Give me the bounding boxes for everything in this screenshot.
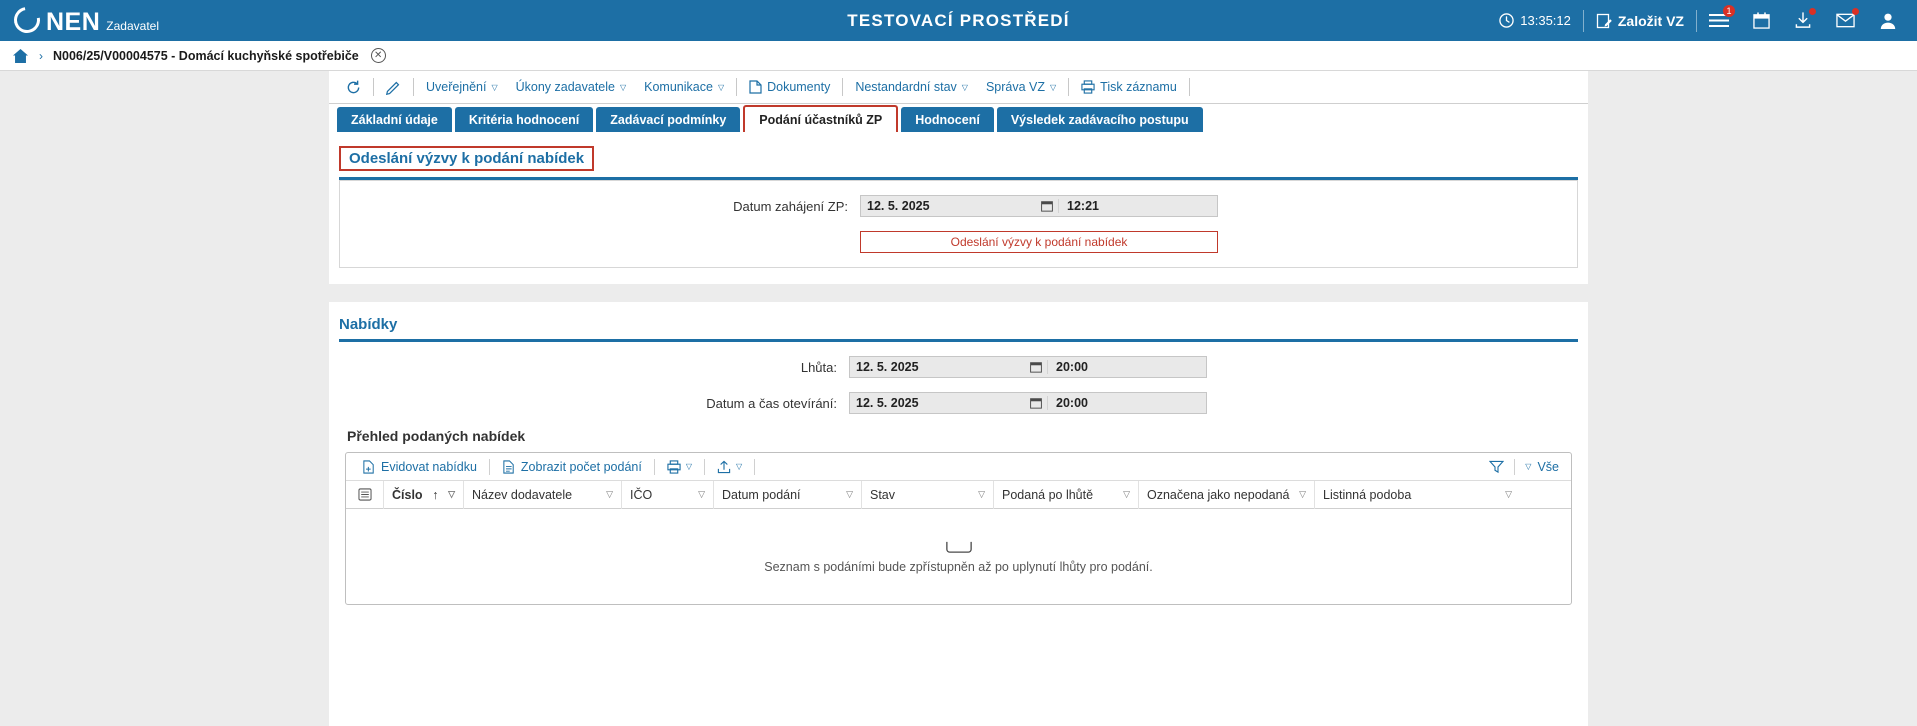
menu-tisk-zaznamu[interactable]: [1072, 71, 1186, 104]
export-icon: [717, 460, 731, 474]
chevron-down-icon: ▽: [1050, 82, 1057, 92]
top-bar-actions: [1487, 0, 1917, 41]
print-icon: [1081, 80, 1095, 94]
offers-table-empty-state: [346, 509, 1571, 604]
offers-section-header: [339, 308, 1578, 342]
user-icon: [1879, 12, 1897, 30]
home-icon[interactable]: [12, 48, 29, 64]
offers-section-title: Nabídky: [339, 316, 398, 333]
offers-table-header: [346, 481, 1571, 509]
divider: [373, 78, 374, 96]
filter-icon[interactable]: ▽: [606, 489, 613, 499]
view-all-label[interactable]: Vše: [1537, 459, 1559, 474]
notification-dot: [1852, 8, 1859, 15]
deadline-time-value: 20:00: [1047, 360, 1206, 374]
column-listinna-podoba-label: Listinná podoba: [1323, 487, 1412, 502]
tab-vysledek-zadavaciho-postupu[interactable]: [997, 107, 1203, 132]
tab-bar: [329, 104, 1588, 132]
create-procurement-label: Založit VZ: [1617, 12, 1684, 29]
edit-record-button[interactable]: [377, 71, 410, 104]
chevron-down-icon: ▽: [961, 82, 968, 92]
section-gap: [329, 284, 1588, 302]
chevron-down-icon[interactable]: ▽: [1525, 462, 1532, 471]
menu-ukony-zadavatele-label: Úkony zadavatele: [515, 80, 615, 94]
column-ico[interactable]: [622, 481, 714, 509]
refresh-icon: [346, 80, 361, 95]
send-invitation-wrap: [860, 231, 1218, 253]
divider: [1189, 78, 1190, 96]
row-select-icon[interactable]: [346, 481, 384, 509]
chevron-down-icon: ▽: [619, 82, 627, 92]
breadcrumb-separator: ›: [39, 48, 43, 63]
deadline-row: [329, 356, 1588, 378]
print-icon: [667, 460, 681, 474]
menu-komunikace-label: Komunikace: [644, 80, 713, 94]
calendar-icon: [1753, 12, 1770, 29]
chevron-down-icon: ▽: [735, 462, 743, 471]
tab-vysledek-zadavaciho-postupu-label: Výsledek zadávacího postupu: [1010, 112, 1189, 127]
invitation-panel: [339, 180, 1578, 268]
tab-hodnoceni[interactable]: [901, 107, 994, 132]
action-toolbar: [329, 71, 1588, 104]
divider: [1068, 78, 1069, 96]
register-offer-label: Evidovat nabídku: [381, 459, 477, 474]
divider: [842, 78, 843, 96]
column-stav-label: Stav: [870, 487, 896, 502]
tab-hodnoceni-label: Hodnocení: [915, 112, 980, 127]
divider: [704, 459, 705, 475]
divider: [489, 459, 490, 475]
filter-icon[interactable]: ▽: [448, 489, 455, 499]
export-button[interactable]: [709, 460, 750, 474]
menu-ukony-zadavatele[interactable]: [507, 71, 636, 104]
deadline-field[interactable]: [849, 356, 1207, 378]
start-date-value: 12. 5. 2025: [867, 199, 930, 213]
filter-icon[interactable]: ▽: [698, 489, 705, 499]
menu-uverejneni[interactable]: [417, 71, 507, 104]
clock: [1487, 0, 1583, 41]
filter-icon[interactable]: ▽: [978, 489, 985, 499]
filter-icon[interactable]: ▽: [1299, 489, 1306, 499]
deadline-date-value: 12. 5. 2025: [856, 360, 919, 374]
calendar-icon[interactable]: [1025, 361, 1047, 373]
messages-button[interactable]: [1824, 0, 1867, 41]
column-nazev-dodavatele[interactable]: [464, 481, 622, 509]
send-invitation-button[interactable]: Odeslání výzvy k podání nabídek: [860, 231, 1218, 253]
start-date-label: Datum zahájení ZP:: [733, 198, 848, 214]
tab-podani-ucastniku-zp[interactable]: [743, 105, 898, 132]
environment-title: TESTOVACÍ PROSTŘEDÍ: [847, 10, 1070, 30]
calendar-icon[interactable]: [1036, 200, 1058, 212]
opening-field[interactable]: [849, 392, 1207, 414]
tab-zakladni-udaje-label: Základní údaje: [351, 112, 438, 127]
edit-icon: [1596, 13, 1612, 29]
offers-panel: [329, 342, 1588, 605]
left-gutter: [0, 71, 329, 726]
register-offer-button[interactable]: [354, 460, 485, 474]
menu-dokumenty-label: Dokumenty: [767, 80, 831, 94]
brand-name: NEN: [46, 7, 101, 36]
sort-asc-icon: ↑: [432, 487, 439, 502]
mail-icon: [1836, 13, 1855, 28]
chevron-down-icon: ▽: [491, 82, 498, 92]
download-icon: [1794, 12, 1812, 29]
add-document-icon: [362, 460, 376, 474]
count-document-icon: [502, 460, 516, 474]
tab-podani-ucastniku-zp-label: Podání účastníků ZP: [759, 112, 883, 127]
menu-nestandardni-stav[interactable]: [846, 71, 977, 104]
notification-dot: [1809, 8, 1816, 15]
send-invitation-row: [340, 231, 1577, 253]
tab-zadavaci-podminky-label: Zadávací podmínky: [610, 112, 727, 127]
empty-state-message: Seznam s podáními bude zpřístupněn až po uplynutí lhůty pro podání.: [764, 559, 1153, 574]
divider: [754, 459, 755, 475]
show-submission-count-button[interactable]: [494, 460, 650, 474]
start-date-field[interactable]: [860, 195, 1218, 217]
calendar-icon[interactable]: [1025, 397, 1047, 409]
brand-subtitle: Zadavatel: [106, 18, 159, 33]
divider: [736, 78, 737, 96]
divider: [1514, 459, 1515, 475]
opening-date-value: 12. 5. 2025: [856, 396, 919, 410]
filter-icon[interactable]: ▽: [1123, 489, 1130, 499]
menu-tisk-zaznamu-label: Tisk záznamu: [1100, 80, 1177, 94]
downloads-button[interactable]: [1782, 0, 1824, 41]
column-listinna-podoba[interactable]: [1315, 481, 1520, 509]
top-bar: [0, 0, 1917, 41]
filter-icon[interactable]: ▽: [1505, 489, 1512, 499]
nen-logo-icon: [9, 1, 45, 37]
tab-kriteria-hodnoceni-label: Kritéria hodnocení: [468, 112, 580, 127]
opening-time-value: 20:00: [1047, 396, 1206, 410]
column-oznacena-jako-nepodana[interactable]: [1139, 481, 1315, 509]
breadcrumb: [0, 41, 1917, 71]
print-button[interactable]: [659, 460, 700, 474]
calendar-button[interactable]: [1741, 0, 1782, 41]
show-submission-count-label: Zobrazit počet podání: [520, 459, 642, 474]
deadline-label: Lhůta:: [800, 359, 837, 375]
tab-zadavaci-podminky[interactable]: [596, 107, 740, 132]
clock-icon: [1499, 13, 1514, 28]
menu-sprava-vz[interactable]: [977, 71, 1065, 104]
start-date-row: [340, 195, 1577, 217]
right-gutter: [1588, 71, 1917, 726]
column-stav[interactable]: [862, 481, 994, 509]
offers-table-toolbar: [346, 453, 1571, 481]
menu-uverejneni-label: Uveřejnění: [426, 80, 487, 94]
main-content: [329, 71, 1588, 726]
filter-icon[interactable]: [1489, 460, 1504, 474]
refresh-button[interactable]: [337, 71, 370, 104]
pencil-icon: [386, 80, 401, 95]
menu-button[interactable]: [1697, 0, 1741, 41]
clock-value: 13:35:12: [1520, 13, 1571, 28]
menu-dokumenty[interactable]: [740, 71, 839, 104]
chevron-down-icon: ▽: [717, 82, 725, 92]
filter-icon[interactable]: ▽: [846, 489, 853, 499]
opening-row: [329, 392, 1588, 414]
column-nazev-dodavatele-label: Název dodavatele: [472, 487, 573, 502]
empty-box-icon: [945, 540, 973, 554]
page-shell: [0, 71, 1917, 726]
user-button[interactable]: [1867, 0, 1909, 41]
column-oznacena-jako-nepodana-label: Označena jako nepodaná: [1147, 487, 1290, 502]
brand[interactable]: [0, 7, 200, 35]
offers-table: [345, 452, 1572, 605]
invitation-section-title: Odeslání výzvy k podání nabídek: [339, 146, 594, 171]
column-cislo[interactable]: [384, 481, 464, 509]
document-icon: [749, 80, 762, 94]
start-time-value: 12:21: [1058, 199, 1217, 213]
divider: [413, 78, 414, 96]
tab-zakladni-udaje[interactable]: [337, 107, 452, 132]
chevron-down-icon: ▽: [685, 462, 692, 471]
column-podana-po-lhute[interactable]: [994, 481, 1139, 509]
breadcrumb-label[interactable]: N006/25/V00004575 - Domácí kuchyňské spotřebiče: [53, 48, 359, 63]
menu-badge: 1: [1723, 5, 1735, 17]
invitation-section-header: [339, 138, 1578, 180]
menu-sprava-vz-label: Správa VZ: [985, 80, 1045, 94]
column-podana-po-lhute-label: Podaná po lhůtě: [1002, 487, 1094, 502]
menu-komunikace[interactable]: [635, 71, 733, 104]
menu-nestandardni-stav-label: Nestandardní stav: [855, 80, 957, 94]
offers-table-view-controls: [1489, 459, 1563, 475]
column-cislo-label: Číslo: [392, 487, 423, 502]
create-procurement-button[interactable]: [1584, 0, 1696, 41]
column-ico-label: IČO: [630, 487, 653, 502]
divider: [654, 459, 655, 475]
column-datum-podani[interactable]: [714, 481, 862, 509]
offers-overview-title: Přehled podaných nabídek: [347, 428, 526, 444]
column-datum-podani-label: Datum podání: [722, 487, 801, 502]
opening-label: Datum a čas otevírání:: [706, 395, 837, 411]
tab-kriteria-hodnoceni[interactable]: [455, 107, 593, 132]
close-icon[interactable]: ✕: [371, 48, 386, 63]
